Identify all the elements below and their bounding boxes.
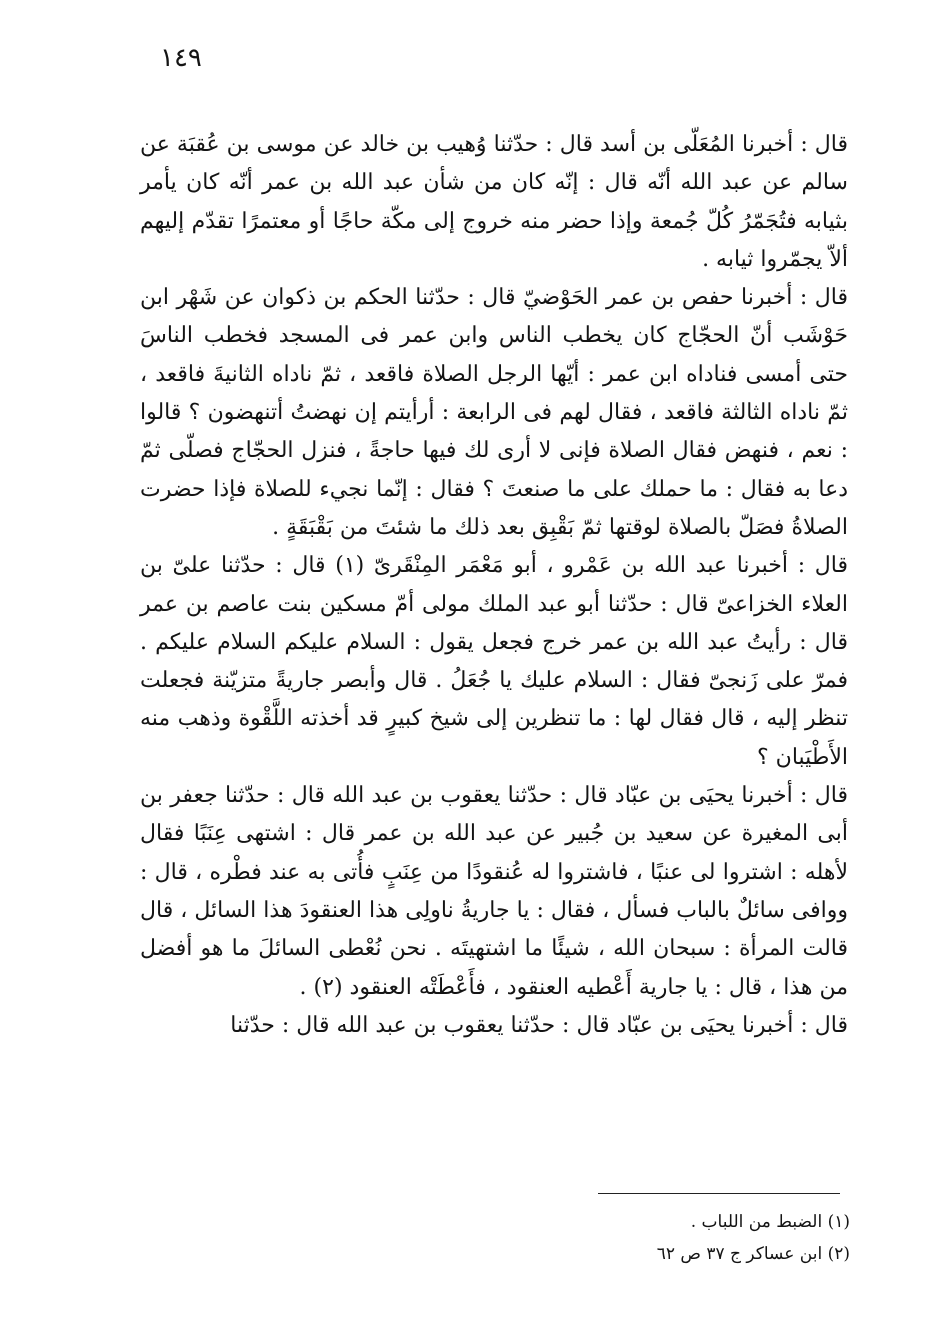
footnote-2: (٢) ابن عساكر ج ٣٧ ص ٦٢ — [656, 1244, 850, 1264]
main-text — [140, 126, 848, 1045]
paragraph-2: قال : أخبرنا حفص بن عمر الحَوْضيّ قال : حدّثنا الحكم بن ذكوان عن شَهْر ابن حَوْشَب أنّ الحجّاج كان يخطب الناس وابن عمر فى المسجد فخطب الناسَ حتى أمسى فناداه ابن عمر : أيّها الرجل الصلاة فاقعد ، ثمّ ناداه الثانيةَ فاقعد ، ثمّ ناداه الثالثة فاقعد ، فقال لهم فى الرابعة : أرأيتم إن نهضتُ أتنهضون ؟ قالوا : نعم ، فنهض فقال الصلاة فإنى لا أرى لك فيها حاجةً ، فنزل الحجّاج فصلّى ثمّ دعا به فقال : ما حملك على ما صنعتَ ؟ فقال : إنّما نجيء للصلاة فإذا حضرت الصلاةُ فصَلّ بالصلاة لوقتها ثمّ بَقْبِق بعد ذلك ما شئتَ من بَقْبَقَةٍ . — [140, 285, 848, 540]
footnote-divider — [598, 1193, 840, 1194]
paragraph-3: قال : أخبرنا عبد الله بن عَمْرو ، أبو مَعْمَر المِنْقَرىّ (١) قال : حدّثنا علىّ بن العلاء الخزاعىّ قال : حدّثنا أبو عبد الملك مولى أمّ مسكين بنت عاصم بن عمر قال : رأيتُ عبد الله بن عمر خرج فجعل يقول : السلام عليكم السلام عليكم . فمرّ على زَنجىّ فقال : السلام عليك يا جُعَلُ . قال وأبصر جاريةً متزيّنة فجعلت تنظر إليه ، قال فقال لها : ما تنظرين إلى شيخ كبيرٍ قد أخذته اللَّقْوة وذهب منه الأَطْيَبان ؟ — [140, 553, 848, 770]
footnotes — [440, 1206, 850, 1270]
paragraph-4: قال : أخبرنا يحيَى بن عبّاد قال : حدّثنا يعقوب بن عبد الله قال : حدّثنا جعفر بن أبى المغيرة عن سعيد بن جُبير عن عبد الله بن عمر قال : اشتهى عِنَبًا فقال لأهله : اشتروا لى عنبًا ، فاشتروا له عُنقودًا من عِنَبٍ فأُتى به عند فطْره ، قال : ووافى سائلٌ بالباب فسأل ، فقال : يا جاريةُ ناولِى هذا العنقودَ هذا السائل ، قال قالت المرأة : سبحان الله ، شيئًا ما اشتهيتَه . نحن نُعْطى السائلَ ما هو أفضل من هذا ، قال : يا جارية أَعْطيه العنقود ، فأَعْطَتْه العنقود (٢) . — [140, 783, 848, 1000]
page-number: ١٤٩ — [160, 43, 202, 73]
paragraph-5: قال : أخبرنا يحيَى بن عبّاد قال : حدّثنا يعقوب بن عبد الله قال : حدّثنا — [230, 1012, 848, 1038]
paragraph-1: قال : أخبرنا المُعَلّى بن أسد قال : حدّثنا وُهيب بن خالد عن موسى بن عُقبَة عن سالم عن عبد الله أنّه قال : إنّه كان من شأن عبد الله بن عمر أنّه كان يأمر بثيابه فتُجَمّرُ كُلّ جُمعة وإذا حضر منه خروج إلى مكّة حاجًا أو معتمرًا تقدّم إليهم ألاّ يجمّروا ثيابه . — [140, 132, 848, 272]
footnote-1: (١) الضبط من اللباب . — [690, 1212, 850, 1232]
